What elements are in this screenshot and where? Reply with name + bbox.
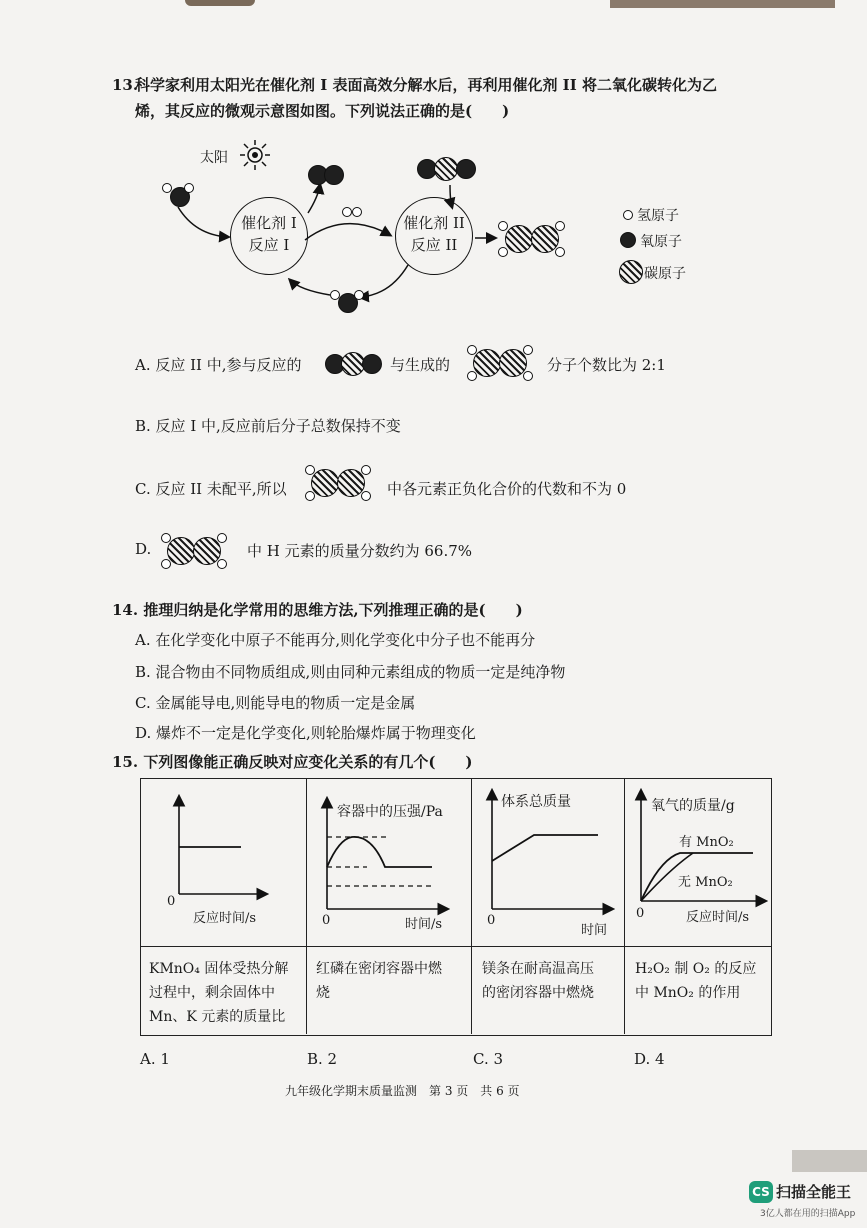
graph-4-origin: 0 bbox=[636, 906, 645, 921]
graph-2-origin: 0 bbox=[322, 913, 331, 928]
q13-option-d bbox=[135, 533, 735, 573]
graph-2-desc-line: 红磷在密闭容器中燃 bbox=[316, 961, 442, 977]
q14-stem: 14. 推理归纳是化学常用的思维方法,下列推理正确的是( ) bbox=[112, 601, 523, 619]
c2h4-h-atom bbox=[523, 371, 533, 381]
q13-option-a-post: 分子个数比为 2:1 bbox=[547, 356, 666, 374]
c2h4-h-atom bbox=[217, 559, 227, 569]
legend-carbon-icon bbox=[619, 260, 643, 284]
catalyst-2-line2: 反应 II bbox=[410, 236, 458, 254]
scanner-logo-icon: CS bbox=[749, 1181, 773, 1203]
graph-3-desc-line: 镁条在耐高温高压 bbox=[482, 961, 594, 977]
legend-carbon-label: 碳原子 bbox=[644, 266, 686, 282]
c2h4-c-atom bbox=[311, 469, 339, 497]
legend-oxygen-icon bbox=[620, 232, 636, 248]
graph-4-curve-label-with: 有 MnO₂ bbox=[679, 835, 734, 850]
graph-2-desc-line: 烧 bbox=[316, 985, 330, 1001]
o2-atom bbox=[324, 165, 344, 185]
graph-1-origin: 0 bbox=[167, 894, 176, 909]
scan-edge-bottom bbox=[792, 1150, 867, 1172]
q13-option-c-pre: C. 反应 II 未配平,所以 bbox=[135, 480, 287, 498]
graph-3-xlabel: 时间 bbox=[581, 923, 608, 938]
catalyst-2-circle bbox=[395, 197, 473, 275]
water-h-atom bbox=[330, 290, 340, 300]
q14-option-b: B. 混合物由不同物质组成,则由同种元素组成的物质一定是纯净物 bbox=[135, 663, 566, 681]
q13-option-c-post: 中各元素正负化合价的代数和不为 0 bbox=[387, 480, 627, 498]
q13-option-c bbox=[135, 465, 735, 505]
graph-3-desc bbox=[482, 957, 594, 1005]
q13-stem-line1: 科学家利用太阳光在催化剂 I 表面高效分解水后，再利用催化剂 II 将二氧化碳转化为乙 bbox=[135, 76, 717, 94]
c2h4-h-atom bbox=[467, 371, 477, 381]
legend-oxygen-label: 氧原子 bbox=[640, 234, 682, 250]
graph-4-desc-line: 中 MnO₂ 的作用 bbox=[635, 985, 741, 1001]
q13-option-a-mid: 与生成的 bbox=[390, 356, 451, 374]
q14-option-a: A. 在化学变化中原子不能再分,则化学变化中分子也不能再分 bbox=[135, 631, 536, 649]
graph-4-ylabel: 氧气的质量/g bbox=[651, 798, 735, 814]
q13-option-a bbox=[135, 345, 735, 385]
co2-o-atom bbox=[456, 159, 476, 179]
q14-option-d: D. 爆炸不一定是化学变化,则轮胎爆炸属于物理变化 bbox=[135, 724, 476, 742]
c2h4-c-atom bbox=[505, 225, 533, 253]
graph-2-xlabel: 时间/s bbox=[405, 917, 443, 932]
sun-icon bbox=[240, 140, 270, 170]
c2h4-h-atom bbox=[498, 247, 508, 257]
c2h4-h-atom bbox=[161, 559, 171, 569]
catalyst-1-line2: 反应 I bbox=[248, 236, 290, 254]
c2h4-h-atom bbox=[498, 221, 508, 231]
water-h-atom bbox=[162, 183, 172, 193]
graph-1-desc-line: 过程中，剩余固体中 bbox=[149, 985, 275, 1001]
q15-graph-table bbox=[140, 778, 772, 1036]
c2h4-c-atom bbox=[167, 537, 195, 565]
graph-4-desc-line: H₂O₂ 制 O₂ 的反应 bbox=[635, 961, 757, 977]
q15-option-d: D. 4 bbox=[634, 1050, 665, 1068]
graph-1-desc-line: Mn、K 元素的质量比 bbox=[149, 1009, 286, 1025]
c2h4-h-atom bbox=[555, 221, 565, 231]
c2h4-h-atom bbox=[305, 491, 315, 501]
q15-option-a: A. 1 bbox=[140, 1050, 170, 1068]
graph-1-desc-line: KMnO₄ 固体受热分解 bbox=[149, 961, 289, 977]
h2-atom bbox=[352, 207, 362, 217]
graph-3-origin: 0 bbox=[487, 913, 496, 928]
legend-hydrogen-label: 氢原子 bbox=[637, 208, 679, 224]
co2-o-atom bbox=[362, 354, 382, 374]
catalyst-1-circle bbox=[230, 197, 308, 275]
graph-4-desc bbox=[635, 957, 756, 1005]
q13-stem-line2: 烯，其反应的微观示意图如图。下列说法正确的是( ) bbox=[135, 102, 510, 120]
c2h4-h-atom bbox=[555, 247, 565, 257]
co2-c-atom bbox=[434, 157, 458, 181]
c2h4-h-atom bbox=[217, 533, 227, 543]
q14-option-c: C. 金属能导电,则能导电的物质一定是金属 bbox=[135, 694, 416, 712]
page-footer: 九年级化学期末质量监测 第 3 页 共 6 页 bbox=[285, 1084, 520, 1098]
graph-4-xlabel: 反应时间/s bbox=[686, 910, 750, 925]
sun-label: 太阳 bbox=[200, 150, 228, 166]
graph-1-xlabel: 反应时间/s bbox=[193, 911, 257, 926]
c2h4-h-atom bbox=[361, 491, 371, 501]
q15-option-c: C. 3 bbox=[473, 1050, 504, 1068]
q13-number: 13. bbox=[112, 76, 139, 94]
scanner-app-name: 扫描全能王 bbox=[776, 1183, 852, 1201]
q13-option-a-pre: A. 反应 II 中,参与反应的 bbox=[135, 356, 302, 374]
q15-stem: 15. 下列图像能正确反映对应变化关系的有几个( ) bbox=[112, 753, 473, 771]
water-h-atom bbox=[354, 290, 364, 300]
catalyst-2-line1: 催化剂 II bbox=[403, 214, 465, 232]
graph-4-curve-label-without: 无 MnO₂ bbox=[678, 875, 733, 890]
graph-2-desc bbox=[316, 957, 442, 1005]
reaction-diagram bbox=[150, 135, 710, 320]
catalyst-1-line1: 催化剂 I bbox=[241, 214, 297, 232]
c2h4-h-atom bbox=[361, 465, 371, 475]
scanner-app-tagline: 3亿人都在用的扫描App bbox=[760, 1209, 856, 1219]
graph-2-ylabel: 容器中的压强/Pa bbox=[337, 804, 443, 820]
q15-option-b: B. 2 bbox=[307, 1050, 338, 1068]
graph-1-desc bbox=[149, 957, 288, 1029]
scan-edge-right bbox=[610, 0, 835, 8]
c2h4-h-atom bbox=[523, 345, 533, 355]
graph-3-ylabel: 体系总质量 bbox=[501, 794, 571, 810]
legend-hydrogen-icon bbox=[623, 210, 633, 220]
scan-edge-left bbox=[185, 0, 255, 6]
graph-3-desc-line: 的密闭容器中燃烧 bbox=[482, 985, 594, 1001]
water-h-atom bbox=[184, 183, 194, 193]
c2h4-c-atom bbox=[473, 349, 501, 377]
q13-option-b: B. 反应 I 中,反应前后分子总数保持不变 bbox=[135, 417, 401, 435]
q13-option-d-post: 中 H 元素的质量分数约为 66.7% bbox=[247, 542, 473, 560]
q13-option-d-pre: D. bbox=[135, 540, 152, 558]
h2-atom bbox=[342, 207, 352, 217]
